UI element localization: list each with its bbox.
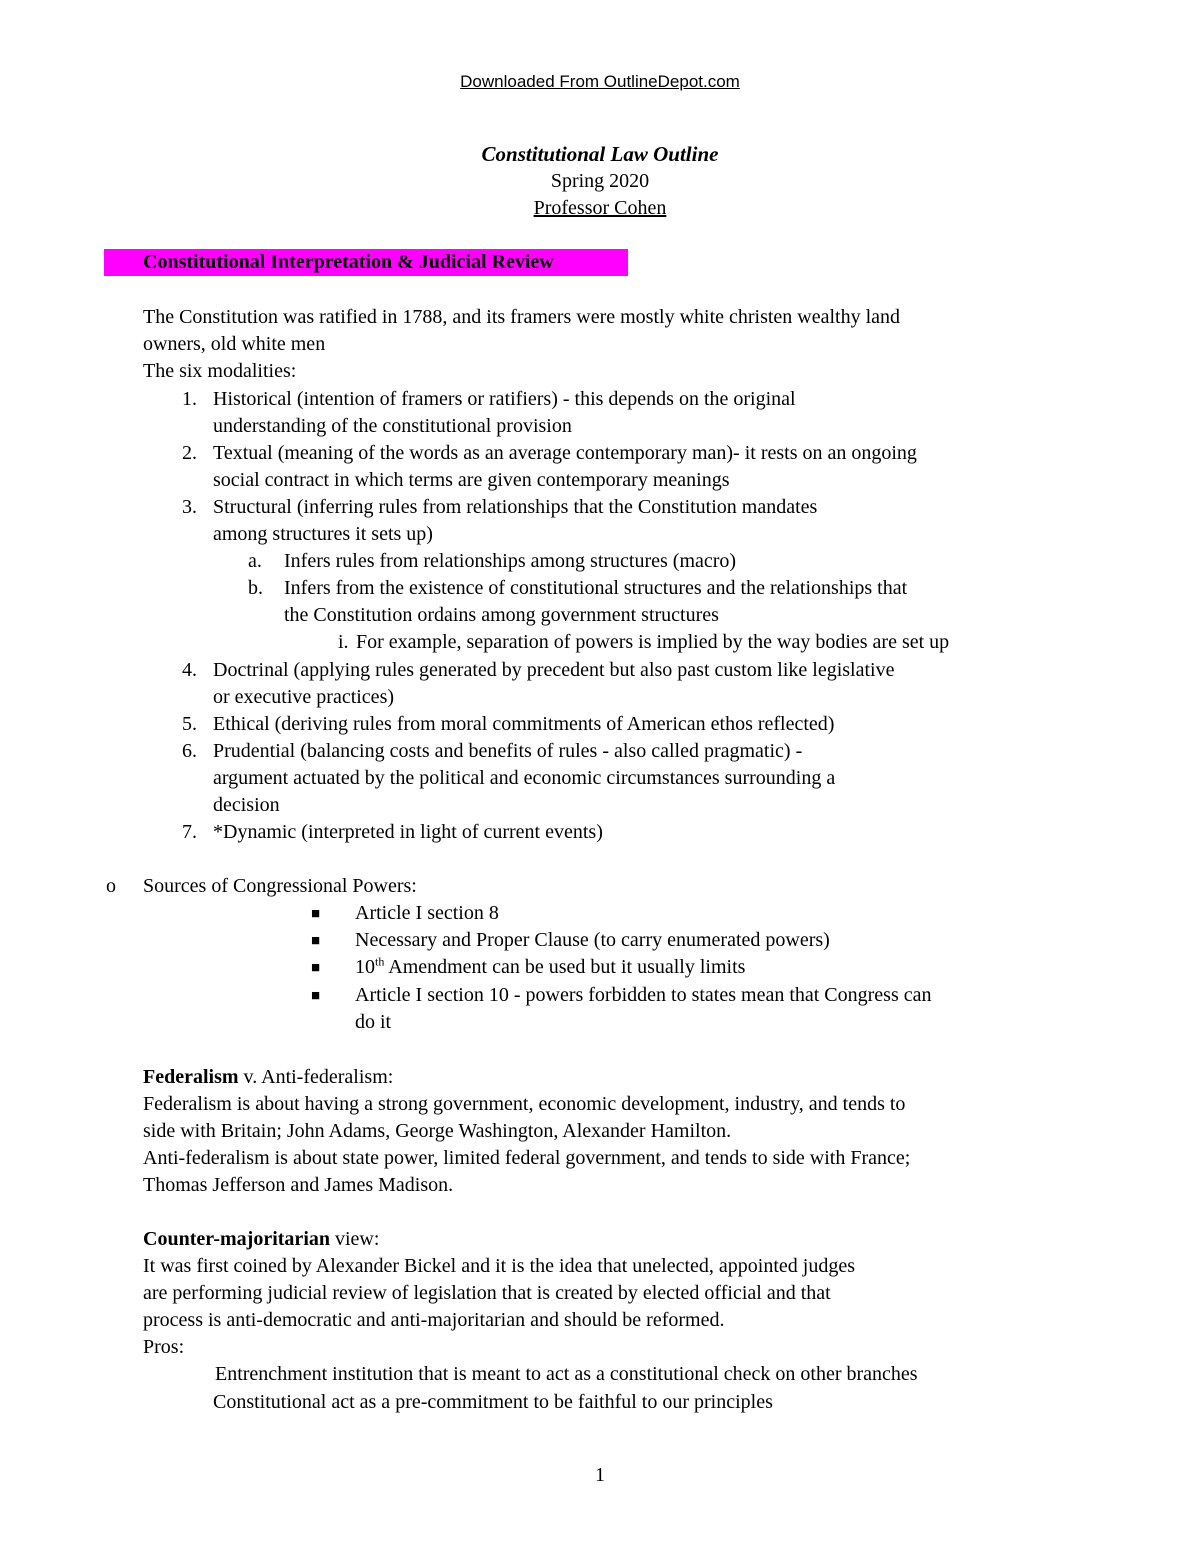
list-item: *Dynamic (interpreted in light of current events) <box>213 821 603 843</box>
list-item: Historical (intention of framers or ratifiers) - this depends on the original <box>213 388 796 410</box>
sources-label: Sources of Congressional Powers: <box>143 875 417 897</box>
counter-heading-rest: view: <box>330 1228 380 1250</box>
federalism-heading-rest: v. Anti-federalism: <box>238 1066 394 1088</box>
sub-list-item-continuation: the Constitution ordains among government structures <box>284 604 719 626</box>
intro-line: owners, old white men <box>143 333 326 355</box>
sources-item-continuation: do it <box>355 1011 392 1033</box>
list-number: 5. <box>182 713 197 735</box>
counter-text: are performing judicial review of legislation that is created by elected official and that <box>143 1282 831 1304</box>
list-item: Ethical (deriving rules from moral commitments of American ethos reflected) <box>213 713 835 735</box>
pros-item: Constitutional act as a pre-commitment to be faithful to our principles <box>213 1391 773 1413</box>
section-heading: Constitutional Interpretation & Judicial Review <box>143 251 554 273</box>
list-number: 6. <box>182 740 197 762</box>
sub-list-item: Infers from the existence of constitutional structures and the relationships that <box>284 577 908 599</box>
list-number: 1. <box>182 388 197 410</box>
list-item: Prudential (balancing costs and benefits of rules - also called pragmatic) - <box>213 740 803 762</box>
list-number: 3. <box>182 496 197 518</box>
sub-list-letter: a. <box>248 550 262 572</box>
federalism-heading-bold: Federalism <box>143 1066 239 1088</box>
subsub-list-item: For example, separation of powers is implied by the way bodies are set up <box>356 631 950 653</box>
list-number: 7. <box>182 821 197 843</box>
square-bullet-icon: ■ <box>311 960 321 976</box>
pros-item: Entrenchment institution that is meant to act as a constitutional check on other branches <box>215 1363 918 1385</box>
sub-list-letter: b. <box>248 577 263 599</box>
sources-item: Article I section 10 - powers forbidden to states mean that Congress can <box>355 984 932 1006</box>
list-item: Doctrinal (applying rules generated by precedent but also past custom like legislative <box>213 659 895 681</box>
sources-item <box>355 954 745 981</box>
federalism-heading <box>143 1064 393 1091</box>
federalism-text: side with Britain; John Adams, George Washington, Alexander Hamilton. <box>143 1120 732 1142</box>
page-number: 1 <box>595 1464 605 1486</box>
intro-line: The Constitution was ratified in 1788, and its framers were mostly white christen wealthy land <box>143 306 901 328</box>
list-item: Structural (inferring rules from relationships that the Constitution mandates <box>213 496 818 518</box>
tenth-number: 10 <box>355 956 375 978</box>
semester: Spring 2020 <box>550 170 650 192</box>
pros-label: Pros: <box>143 1336 185 1358</box>
sub-list-item: Infers rules from relationships among structures (macro) <box>284 550 737 572</box>
square-bullet-icon: ■ <box>311 933 321 949</box>
square-bullet-icon: ■ <box>311 906 321 922</box>
sources-item: Necessary and Proper Clause (to carry enumerated powers) <box>355 929 830 951</box>
download-source-link[interactable]: Downloaded From OutlineDepot.com <box>460 72 740 91</box>
counter-majoritarian-heading <box>143 1226 379 1253</box>
counter-text: process is anti-democratic and anti-majoritarian and should be reformed. <box>143 1309 725 1331</box>
square-bullet-icon: ■ <box>311 988 321 1004</box>
circle-bullet-icon: o <box>106 875 116 897</box>
subsub-list-roman: i. <box>338 631 349 653</box>
list-item-continuation: understanding of the constitutional provision <box>213 415 572 437</box>
tenth-superscript: th <box>375 954 385 969</box>
list-item-continuation: among structures it sets up) <box>213 523 433 545</box>
counter-heading-bold: Counter-majoritarian <box>143 1228 330 1250</box>
counter-text: It was first coined by Alexander Bickel and it is the idea that unelected, appointed judges <box>143 1255 856 1277</box>
list-item-continuation: decision <box>213 794 280 816</box>
document-title: Constitutional Law Outline <box>481 142 719 166</box>
list-item-continuation: social contract in which terms are given contemporary meanings <box>213 469 730 491</box>
tenth-text: Amendment can be used but it usually limits <box>388 956 746 978</box>
list-number: 4. <box>182 659 197 681</box>
list-item: Textual (meaning of the words as an average contemporary man)- it rests on an ongoing <box>213 442 917 464</box>
list-item-continuation: argument actuated by the political and economic circumstances surrounding a <box>213 767 836 789</box>
professor-name: Professor Cohen <box>533 197 667 219</box>
sources-item: Article I section 8 <box>355 902 499 924</box>
list-number: 2. <box>182 442 197 464</box>
modalities-label: The six modalities: <box>143 360 297 382</box>
anti-federalism-text: Thomas Jefferson and James Madison. <box>143 1174 454 1196</box>
list-item-continuation: or executive practices) <box>213 686 395 708</box>
anti-federalism-text: Anti-federalism is about state power, limited federal government, and tends to side with France; <box>143 1147 911 1169</box>
federalism-text: Federalism is about having a strong government, economic development, industry, and tends to <box>143 1093 906 1115</box>
